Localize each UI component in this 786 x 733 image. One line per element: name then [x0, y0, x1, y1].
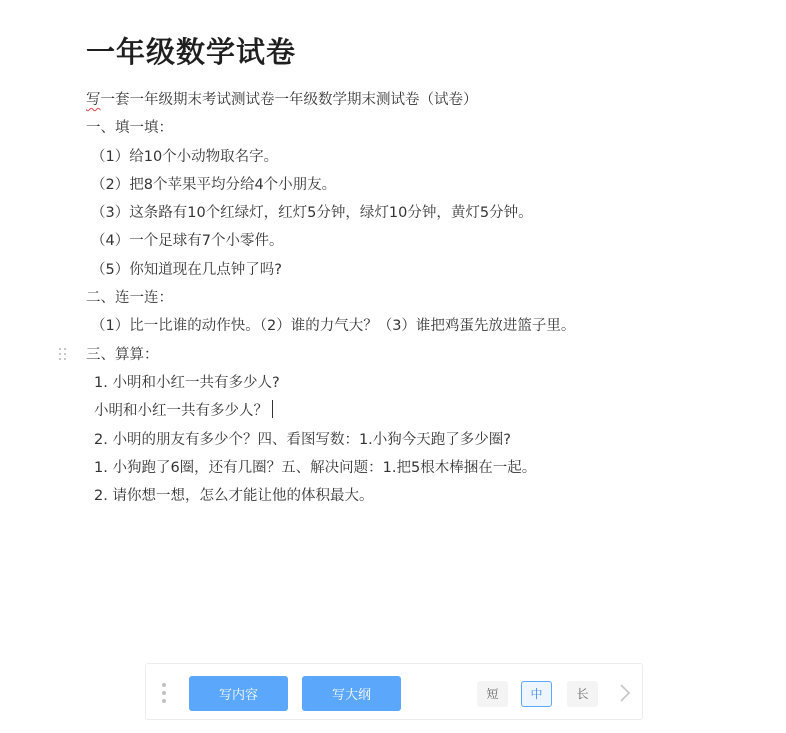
- question-line[interactable]: 2. 小明的朋友有多少个？四、看图写数：1.小狗今天跑了多少圈?: [94, 431, 511, 448]
- text-caret: [272, 400, 273, 418]
- length-short-button[interactable]: 短: [477, 681, 508, 707]
- question-line[interactable]: 1. 小狗跑了6圈，还有几圈？五、解决问题：1.把5根木棒捆在一起。: [94, 459, 537, 476]
- intro-line[interactable]: [86, 86, 766, 114]
- drag-handle-icon[interactable]: [161, 683, 167, 703]
- question-line[interactable]: （1）比一比谁的动作快。（2）谁的力气大？（3）谁把鸡蛋先放进篮子里。: [91, 318, 576, 335]
- question-line[interactable]: 2. 请你想一想，怎么才能让他的体积最大。: [94, 488, 374, 505]
- spellcheck-mark: 写: [86, 92, 101, 108]
- question-line[interactable]: （1）给10个小动物取名字。: [91, 148, 279, 165]
- active-edit-line[interactable]: [86, 397, 766, 425]
- document-title[interactable]: 一年级数学试卷: [86, 35, 297, 69]
- document-body[interactable]: [86, 86, 766, 510]
- question-line[interactable]: （3）这条路有10个红绿灯，红灯5分钟，绿灯10分钟，黄灯5分钟。: [91, 205, 533, 222]
- length-long-button[interactable]: 长: [567, 681, 598, 707]
- intro-line-text: 一套一年级期末考试测试卷一年级数学期末测试卷（试卷）: [100, 92, 478, 108]
- ai-writing-toolbar: [145, 663, 643, 720]
- drag-handle-icon[interactable]: [59, 348, 67, 362]
- write-content-button[interactable]: 写内容: [189, 676, 288, 711]
- question-line[interactable]: 1. 小明和小红一共有多少人?: [94, 374, 280, 391]
- question-line[interactable]: （5）你知道现在几点钟了吗?: [91, 261, 282, 278]
- length-medium-button[interactable]: 中: [521, 681, 552, 707]
- section-heading-match[interactable]: 二、连一连：: [86, 290, 173, 307]
- section-heading-fill[interactable]: 一、填一填：: [86, 120, 173, 137]
- question-line[interactable]: （4）一个足球有7个小零件。: [91, 233, 284, 250]
- write-outline-button[interactable]: 写大纲: [302, 676, 401, 711]
- question-line[interactable]: （2）把8个苹果平均分给4个小朋友。: [91, 176, 337, 193]
- active-edit-text: 小明和小红一共有多少人？: [94, 403, 268, 420]
- chevron-right-icon[interactable]: [618, 682, 632, 704]
- section-heading-calc-row[interactable]: [86, 341, 766, 369]
- section-heading-calc: 三、算算：: [86, 346, 159, 363]
